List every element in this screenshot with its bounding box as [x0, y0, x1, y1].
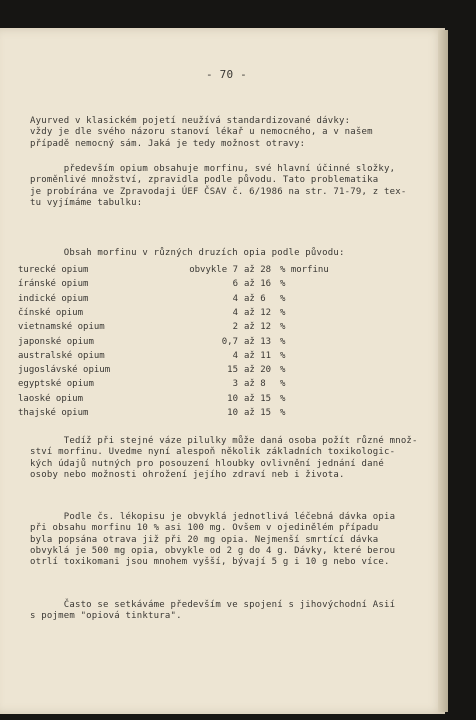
table-row	[18, 365, 418, 378]
max-range: až 28	[244, 265, 272, 275]
unit: %	[280, 279, 286, 290]
text-line: Ayurved v klasickém pojetí neužívá standardizované dávky:	[30, 116, 351, 126]
text-line: je probírána ve Zpravodaji ÚEF ČSAV č. 6/1986 na str. 71-79, z tex-	[30, 186, 407, 197]
table-row	[18, 394, 418, 407]
opium-origin: indické opium	[18, 293, 89, 304]
unit: %	[280, 350, 286, 361]
text-line: proměnlivé množství, zpravidla podle původu. Tato problematika	[30, 175, 379, 186]
unit: %	[280, 293, 286, 304]
table-row	[18, 279, 418, 292]
paragraph-5	[30, 600, 425, 623]
max-range: až 16	[244, 279, 272, 290]
value-number: 4	[232, 307, 238, 318]
opium-origin: australské opium	[18, 350, 105, 361]
opium-origin: vietnamské opium	[18, 322, 105, 333]
text-line: ství morfinu. Uvedme nyní alespoň několik základních toxikologic-	[30, 447, 396, 458]
unit: %	[280, 307, 286, 318]
value-prefix: obvykle	[189, 265, 228, 275]
text-line: Často se setkáváme především ve spojení s jihovýchodní Asií	[30, 600, 396, 610]
value-number: 6	[232, 279, 238, 290]
value-number: 2	[232, 322, 238, 333]
value-number: 10	[227, 393, 238, 404]
value-number: 3	[232, 379, 238, 390]
paragraph-1	[30, 116, 425, 150]
value-number: 4	[232, 293, 238, 304]
text-line: případě nemocný sám. Jaká je tedy možnost otravy:	[30, 138, 306, 149]
unit: %	[280, 408, 286, 418]
paragraph-2	[30, 164, 425, 209]
table-row	[18, 265, 418, 278]
min-value	[186, 379, 238, 389]
unit: % morfinu	[280, 265, 329, 275]
max-range: až 15	[244, 393, 272, 404]
text-line: obvyklá je 500 mg opia, obvykle od 2 g do 4 g. Dávky, které berou	[30, 545, 396, 556]
table-row	[18, 379, 418, 392]
table-row	[18, 408, 418, 421]
max-range: až 6	[244, 293, 266, 304]
text-line: tu vyjímáme tabulku:	[30, 197, 143, 208]
text-line: při obsahu morfinu 10 % asi 100 mg. Ovšem v ojedinělém případu	[30, 523, 379, 534]
min-value	[186, 408, 238, 418]
value-number: 0,7	[221, 336, 238, 347]
table-row	[18, 351, 418, 364]
paragraph-4	[30, 512, 425, 568]
min-value	[186, 308, 238, 318]
opium-origin: japonské opium	[18, 336, 94, 347]
min-value	[186, 294, 238, 304]
opium-origin: jugoslávské opium	[18, 365, 111, 376]
opium-origin: egyptské opium	[18, 379, 94, 390]
text-line: Podle čs. lékopisu je obvyklá jednotlivá léčebná dávka opia	[30, 512, 396, 522]
table-row	[18, 337, 418, 350]
min-value	[148, 265, 238, 275]
table-row	[18, 294, 418, 307]
text-line: kých údajů nutných pro posouzení hloubky ovlivnění jednání dané	[30, 458, 384, 469]
value-number: 10	[227, 408, 238, 418]
unit: %	[280, 322, 286, 333]
opium-origin: laoské opium	[18, 393, 84, 404]
max-range: až 11	[244, 350, 272, 361]
unit: %	[280, 365, 286, 376]
max-range: až 8	[244, 379, 266, 390]
min-value	[186, 351, 238, 361]
max-range: až 20	[244, 365, 272, 376]
value-number: 15	[227, 365, 238, 376]
min-value	[186, 365, 238, 375]
max-range: až 13	[244, 336, 272, 347]
min-value	[186, 337, 238, 347]
page-edge	[438, 30, 448, 712]
unit: %	[280, 336, 286, 347]
unit: %	[280, 379, 286, 390]
value-number: 7	[232, 265, 238, 275]
text-line: vždy je dle svého názoru stanoví lékař u nemocného, a v našem	[30, 127, 373, 138]
text-line: Tedíž při stejné váze pilulky může daná osoba požít různé množ-	[30, 436, 418, 446]
min-value	[186, 394, 238, 404]
table-intro: Obsah morfinu v různých druzích opia podle původu:	[30, 248, 345, 258]
value-number: 4	[232, 350, 238, 361]
paragraph-3	[30, 436, 425, 481]
opium-origin: thajské opium	[18, 408, 89, 418]
text-line: byla popsána otrava již při 20 mg opia. Nejmenší smrtící dávka	[30, 534, 379, 545]
max-range: až 12	[244, 307, 272, 318]
max-range: až 12	[244, 322, 272, 333]
min-value	[186, 279, 238, 289]
unit: %	[280, 393, 286, 404]
opium-origin: čínské opium	[18, 307, 84, 318]
min-value	[186, 322, 238, 332]
text-line: s pojmem "opiová tinktura".	[30, 611, 182, 622]
page-number: - 70 -	[206, 68, 247, 81]
opium-origin: turecké opium	[18, 265, 89, 275]
opium-origin: íránské opium	[18, 279, 89, 290]
table-row	[18, 308, 418, 321]
table-row	[18, 322, 418, 335]
text-line: především opium obsahuje morfinu, své hlavní účinné složky,	[30, 164, 396, 174]
text-line: osoby nebo možnosti ohrožení jejího zdraví neb i života.	[30, 469, 345, 480]
max-range: až 15	[244, 408, 272, 418]
text-line: otrlí toxikomani jsou mnohem vyšší, bývají 5 g i 10 g nebo více.	[30, 557, 390, 567]
